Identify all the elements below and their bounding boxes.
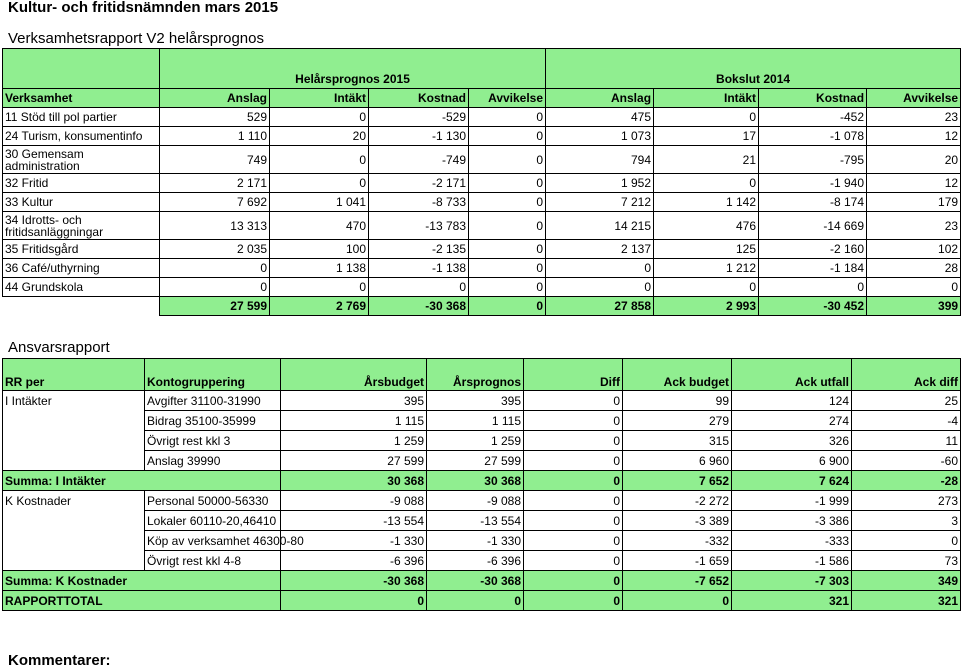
summary-value: 30 368 xyxy=(281,471,427,491)
group-label xyxy=(3,411,145,431)
account-group: Anslag 39990 xyxy=(145,451,281,471)
column-header: Diff xyxy=(524,359,623,391)
cell-value: -2 171 xyxy=(369,174,469,193)
ansvar-title: Ansvarsrapport xyxy=(8,339,110,356)
summary-value: 0 xyxy=(524,591,623,611)
total-value: -30 368 xyxy=(369,297,469,316)
cell-value: 12 xyxy=(867,174,961,193)
cell-value: 0 xyxy=(654,108,759,127)
cell-value: -1 130 xyxy=(369,127,469,146)
total-value: 0 xyxy=(469,297,546,316)
summary-value: 0 xyxy=(524,571,623,591)
account-group: Köp av verksamhet 46300-80 xyxy=(145,531,281,551)
cell-value: 0 xyxy=(369,278,469,297)
table-row xyxy=(3,411,961,431)
cell-value: 0 xyxy=(852,531,961,551)
cell-value: 28 xyxy=(867,259,961,278)
cell-value: 0 xyxy=(469,174,546,193)
row-label: 30 Gemensam administration xyxy=(3,146,160,174)
cell-value: 20 xyxy=(867,146,961,174)
cell-value: 0 xyxy=(524,551,623,571)
cell-value: 27 599 xyxy=(427,451,524,471)
cell-value: -1 999 xyxy=(732,491,852,511)
table-row xyxy=(3,591,961,611)
cell-value: 0 xyxy=(469,127,546,146)
summary-value: 7 652 xyxy=(623,471,732,491)
cell-value: 470 xyxy=(270,212,369,240)
cell-value: -6 396 xyxy=(427,551,524,571)
group-label xyxy=(3,531,145,551)
table-row xyxy=(3,240,961,259)
column-header: Ack utfall xyxy=(732,359,852,391)
cell-value: 6 900 xyxy=(732,451,852,471)
table-row xyxy=(3,146,961,174)
table-row xyxy=(3,391,961,411)
summary-label: Summa: I Intäkter xyxy=(3,471,281,491)
cell-value: -4 xyxy=(852,411,961,431)
table-row xyxy=(3,511,961,531)
group-header-row xyxy=(3,49,961,89)
cell-value: 0 xyxy=(546,278,654,297)
cell-value: 27 599 xyxy=(281,451,427,471)
column-header: Anslag xyxy=(546,89,654,108)
cell-value: 326 xyxy=(732,431,852,451)
cell-value: 1 110 xyxy=(160,127,270,146)
cell-value: -1 078 xyxy=(759,127,867,146)
group-label xyxy=(3,511,145,531)
totals-label xyxy=(3,297,160,316)
row-label: 36 Café/uthyrning xyxy=(3,259,160,278)
cell-value: 0 xyxy=(160,259,270,278)
total-value: 2 993 xyxy=(654,297,759,316)
cell-value: -13 783 xyxy=(369,212,469,240)
group-label xyxy=(3,431,145,451)
account-group: Avgifter 31100-31990 xyxy=(145,391,281,411)
cell-value: 0 xyxy=(524,431,623,451)
summary-value: 30 368 xyxy=(427,471,524,491)
column-header: Intäkt xyxy=(654,89,759,108)
cell-value: 0 xyxy=(867,278,961,297)
row-label: 11 Stöd till pol partier xyxy=(3,108,160,127)
cell-value: 2 035 xyxy=(160,240,270,259)
cell-value: 0 xyxy=(654,278,759,297)
row-label: 32 Fritid xyxy=(3,174,160,193)
cell-value: -1 330 xyxy=(281,531,427,551)
cell-value: 0 xyxy=(469,212,546,240)
cell-value: 0 xyxy=(759,278,867,297)
summary-value: -7 652 xyxy=(623,571,732,591)
cell-value: -333 xyxy=(732,531,852,551)
cell-value: -1 586 xyxy=(732,551,852,571)
total-value: 2 769 xyxy=(270,297,369,316)
cell-value: 0 xyxy=(524,451,623,471)
cell-value: 13 313 xyxy=(160,212,270,240)
column-header: Intäkt xyxy=(270,89,369,108)
cell-value: 0 xyxy=(469,259,546,278)
cell-value: -9 088 xyxy=(427,491,524,511)
cell-value: 0 xyxy=(524,511,623,531)
group-label: I Intäkter xyxy=(3,391,145,411)
cell-value: 2 171 xyxy=(160,174,270,193)
group-label: K Kostnader xyxy=(3,491,145,511)
cell-value: 0 xyxy=(160,278,270,297)
column-header: Anslag xyxy=(160,89,270,108)
table-row xyxy=(3,451,961,471)
cell-value: -6 396 xyxy=(281,551,427,571)
cell-value: -1 330 xyxy=(427,531,524,551)
summary-value: 321 xyxy=(852,591,961,611)
group-label xyxy=(3,551,145,571)
cell-value: -2 135 xyxy=(369,240,469,259)
cell-value: 0 xyxy=(270,108,369,127)
summary-value: -28 xyxy=(852,471,961,491)
total-value: 27 858 xyxy=(546,297,654,316)
cell-value: 102 xyxy=(867,240,961,259)
cell-value: 0 xyxy=(546,259,654,278)
column-header: Ack budget xyxy=(623,359,732,391)
cell-value: -1 940 xyxy=(759,174,867,193)
table-row xyxy=(3,571,961,591)
table-row xyxy=(3,212,961,240)
cell-value: 0 xyxy=(270,146,369,174)
column-header: Kostnad xyxy=(759,89,867,108)
cell-value: -2 160 xyxy=(759,240,867,259)
total-value: 399 xyxy=(867,297,961,316)
summary-value: 0 xyxy=(281,591,427,611)
cell-value: 125 xyxy=(654,240,759,259)
cell-value: 0 xyxy=(524,391,623,411)
cell-value: -1 138 xyxy=(369,259,469,278)
table-row xyxy=(3,174,961,193)
cell-value: 0 xyxy=(654,174,759,193)
account-group: Personal 50000-56330 xyxy=(145,491,281,511)
summary-value: -30 368 xyxy=(427,571,524,591)
cell-value: 529 xyxy=(160,108,270,127)
cell-value: 0 xyxy=(270,174,369,193)
ansvar-table xyxy=(2,358,961,611)
cell-value: 179 xyxy=(867,193,961,212)
cell-value: -60 xyxy=(852,451,961,471)
cell-value: 1 138 xyxy=(270,259,369,278)
cell-value: 11 xyxy=(852,431,961,451)
table-row xyxy=(3,531,961,551)
cell-value: 17 xyxy=(654,127,759,146)
summary-label: RAPPORTTOTAL xyxy=(3,591,281,611)
cell-value: 1 142 xyxy=(654,193,759,212)
summary-value: 321 xyxy=(732,591,852,611)
group-label xyxy=(3,451,145,471)
cell-value: -9 088 xyxy=(281,491,427,511)
summary-label: Summa: K Kostnader xyxy=(3,571,281,591)
total-value: -30 452 xyxy=(759,297,867,316)
cell-value: -452 xyxy=(759,108,867,127)
row-label: 24 Turism, konsumentinfo xyxy=(3,127,160,146)
cell-value: -749 xyxy=(369,146,469,174)
column-header: Kostnad xyxy=(369,89,469,108)
cell-value: -332 xyxy=(623,531,732,551)
account-group: Övrigt rest kkl 4-8 xyxy=(145,551,281,571)
cell-value: 1 041 xyxy=(270,193,369,212)
summary-value: 0 xyxy=(427,591,524,611)
cell-value: -1 659 xyxy=(623,551,732,571)
column-header: Kontogruppering xyxy=(145,359,281,391)
cell-value: -1 184 xyxy=(759,259,867,278)
account-group: Bidrag 35100-35999 xyxy=(145,411,281,431)
cell-value: 0 xyxy=(469,193,546,212)
summary-value: -30 368 xyxy=(281,571,427,591)
cell-value: 1 115 xyxy=(281,411,427,431)
row-label: 35 Fritidsgård xyxy=(3,240,160,259)
group-header: Bokslut 2014 xyxy=(546,49,961,89)
cell-value: -3 386 xyxy=(732,511,852,531)
summary-value: -7 303 xyxy=(732,571,852,591)
cell-value: 1 115 xyxy=(427,411,524,431)
cell-value: -8 174 xyxy=(759,193,867,212)
row-label: 44 Grundskola xyxy=(3,278,160,297)
cell-value: 12 xyxy=(867,127,961,146)
column-header: Ack diff xyxy=(852,359,961,391)
cell-value: 100 xyxy=(270,240,369,259)
comments-label: Kommentarer: xyxy=(8,652,111,669)
column-header-row xyxy=(3,89,961,108)
column-header: Årsbudget xyxy=(281,359,427,391)
cell-value: 0 xyxy=(469,108,546,127)
column-header: RR per xyxy=(3,359,145,391)
cell-value: 749 xyxy=(160,146,270,174)
cell-value: 274 xyxy=(732,411,852,431)
cell-value: 1 073 xyxy=(546,127,654,146)
summary-value: 349 xyxy=(852,571,961,591)
cell-value: 3 xyxy=(852,511,961,531)
table-row xyxy=(3,471,961,491)
account-group: Övrigt rest kkl 3 xyxy=(145,431,281,451)
column-header: Avvikelse xyxy=(867,89,961,108)
cell-value: 0 xyxy=(524,411,623,431)
table-row xyxy=(3,259,961,278)
table-row xyxy=(3,491,961,511)
cell-value: 279 xyxy=(623,411,732,431)
cell-value: -3 389 xyxy=(623,511,732,531)
cell-value: 475 xyxy=(546,108,654,127)
column-header: Årsprognos xyxy=(427,359,524,391)
verksamhet-table xyxy=(2,48,961,316)
header-blank xyxy=(3,49,160,89)
cell-value: 1 212 xyxy=(654,259,759,278)
table-row xyxy=(3,193,961,212)
row-label: 33 Kultur xyxy=(3,193,160,212)
cell-value: 0 xyxy=(469,278,546,297)
table-row xyxy=(3,108,961,127)
column-header-row xyxy=(3,359,961,391)
cell-value: -2 272 xyxy=(623,491,732,511)
cell-value: 2 137 xyxy=(546,240,654,259)
account-group: Lokaler 60110-20,46410 xyxy=(145,511,281,531)
group-header: Helårsprognos 2015 xyxy=(160,49,546,89)
cell-value: 23 xyxy=(867,108,961,127)
cell-value: 794 xyxy=(546,146,654,174)
cell-value: 21 xyxy=(654,146,759,174)
cell-value: 395 xyxy=(427,391,524,411)
total-value: 27 599 xyxy=(160,297,270,316)
cell-value: 23 xyxy=(867,212,961,240)
cell-value: -8 733 xyxy=(369,193,469,212)
cell-value: 6 960 xyxy=(623,451,732,471)
cell-value: 476 xyxy=(654,212,759,240)
page-title: Kultur- och fritidsnämnden mars 2015 xyxy=(8,0,279,16)
column-header: Avvikelse xyxy=(469,89,546,108)
cell-value: 395 xyxy=(281,391,427,411)
cell-value: -795 xyxy=(759,146,867,174)
cell-value: 20 xyxy=(270,127,369,146)
table-row xyxy=(3,278,961,297)
cell-value: 0 xyxy=(524,491,623,511)
cell-value: 1 259 xyxy=(281,431,427,451)
cell-value: 99 xyxy=(623,391,732,411)
summary-value: 0 xyxy=(524,471,623,491)
table-row xyxy=(3,127,961,146)
cell-value: 0 xyxy=(270,278,369,297)
cell-value: 14 215 xyxy=(546,212,654,240)
cell-value: 25 xyxy=(852,391,961,411)
cell-value: 273 xyxy=(852,491,961,511)
cell-value: 7 212 xyxy=(546,193,654,212)
summary-value: 7 624 xyxy=(732,471,852,491)
cell-value: 0 xyxy=(469,240,546,259)
report-subtitle: Verksamhetsrapport V2 helårsprognos xyxy=(8,30,264,47)
cell-value: 1 952 xyxy=(546,174,654,193)
cell-value: 73 xyxy=(852,551,961,571)
cell-value: -529 xyxy=(369,108,469,127)
summary-value: 0 xyxy=(623,591,732,611)
cell-value: 315 xyxy=(623,431,732,451)
table-row xyxy=(3,551,961,571)
row-label: 34 Idrotts- och fritidsanläggningar xyxy=(3,212,160,240)
cell-value: 7 692 xyxy=(160,193,270,212)
cell-value: 0 xyxy=(469,146,546,174)
cell-value: -14 669 xyxy=(759,212,867,240)
cell-value: 0 xyxy=(524,531,623,551)
cell-value: 124 xyxy=(732,391,852,411)
column-header: Verksamhet xyxy=(3,89,160,108)
totals-row xyxy=(3,297,961,316)
cell-value: -13 554 xyxy=(281,511,427,531)
cell-value: -13 554 xyxy=(427,511,524,531)
cell-value: 1 259 xyxy=(427,431,524,451)
table-row xyxy=(3,431,961,451)
